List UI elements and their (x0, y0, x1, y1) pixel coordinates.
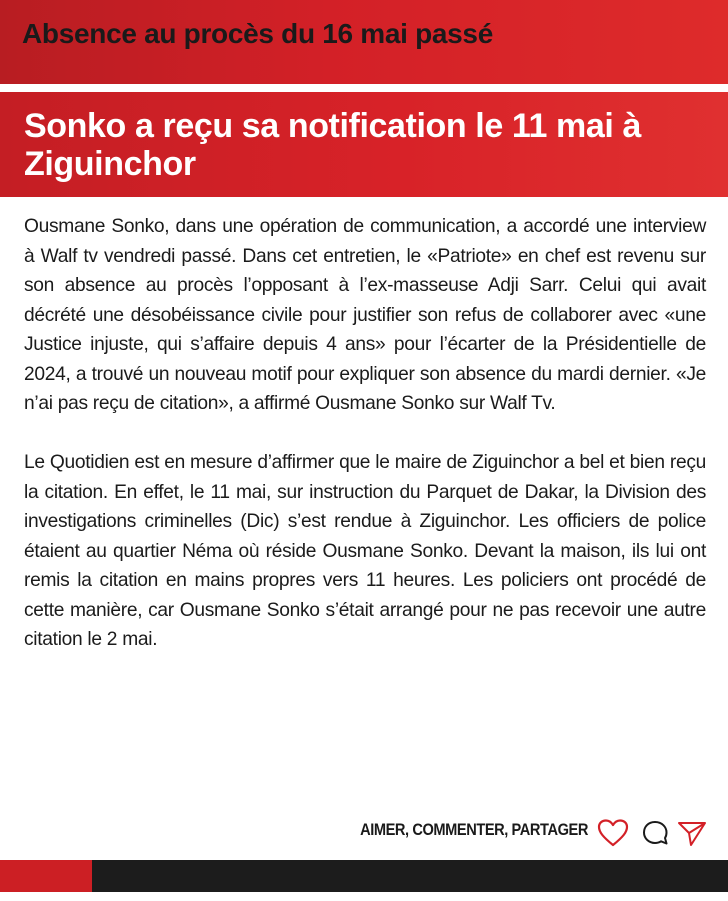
comment-icon[interactable] (640, 818, 672, 848)
send-icon[interactable] (676, 818, 708, 848)
footer-accent (0, 860, 92, 892)
header-divider (0, 84, 728, 92)
article-body (24, 212, 706, 655)
headline: Sonko a reçu sa notification le 11 mai à Ziguinchor (24, 107, 642, 183)
footer-bar (92, 860, 728, 892)
heart-icon[interactable] (597, 818, 629, 848)
paragraph-2: Le Quotidien est en mesure d’affirmer que le maire de Ziguinchor a bel et bien reçu la citation. En effet, le 11 mai, sur instruction du Parquet de Dakar, la Division des investigations criminelles (Dic) s’est rendue à Ziguinchor. Les officiers de police étaient au quartier Néma où réside Ousmane Sonko. Devant la maison, ils lui ont remis la citation en mains propres vers 11 heures. Les policiers ont procédé de cette manière, car Ousmane Sonko s’était arrangé pour ne pas recevoir une autre citation le 2 mai. (24, 452, 706, 650)
kicker-title: Absence au procès du 16 mai passé (22, 18, 493, 49)
share-prompt: AIMER, COMMENTER, PARTAGER (360, 820, 588, 839)
paragraph-1: Ousmane Sonko, dans une opération de communication, a accordé une interview à Walf tv vendredi passé. Dans cet entretien, le «Patriote» en chef est revenu sur son absence au procès l’opposant à l’ex-masseuse Adji Sarr. Celui qui avait décrété une désobéissance civile pour justifier son refus de collaborer avec «une Justice injuste, qui s’affaire depuis 4 ans» pour l’écarter de la Présidentielle de 2024, a trouvé un nouveau motif pour expliquer son absence du mardi dernier. «Je n’ai pas reçu de citation», a affirmé Ousmane Sonko sur Walf Tv. (24, 216, 706, 414)
